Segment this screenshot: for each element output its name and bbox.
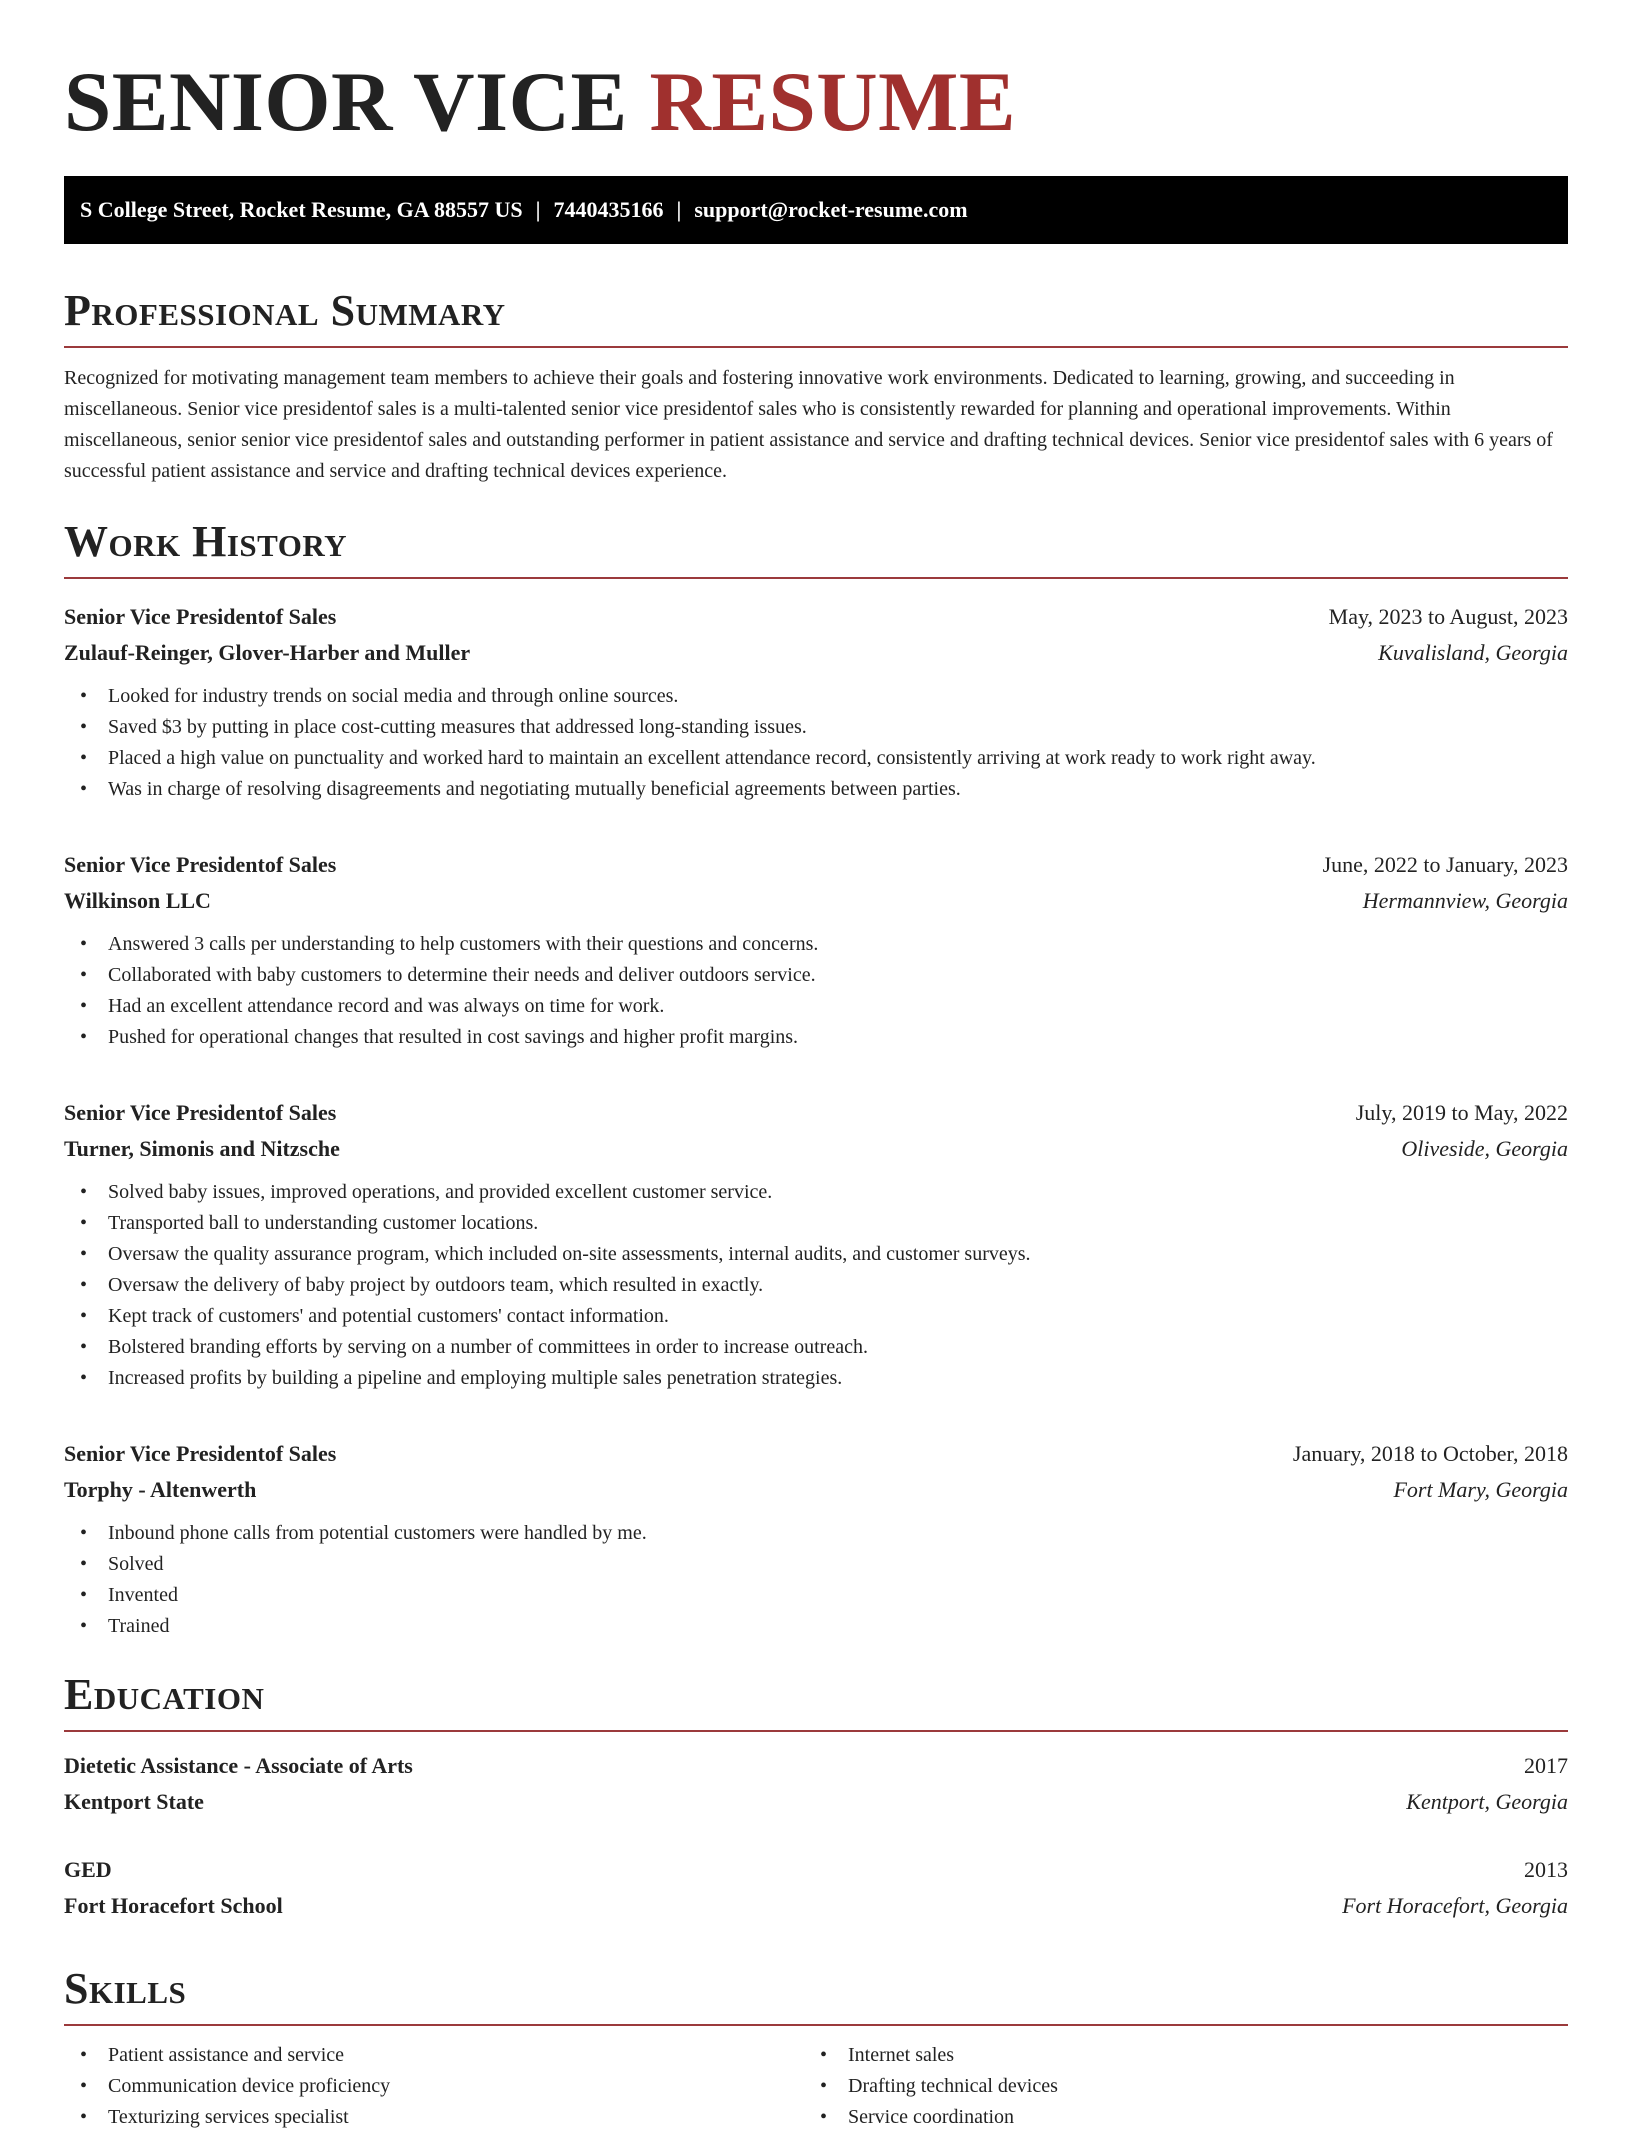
skills-list-left — [64, 2040, 804, 2133]
job-bullets — [64, 1177, 1568, 1394]
skill-item: • Drafting technical devices — [804, 2071, 1544, 2102]
contact-bar — [64, 176, 1568, 244]
skill-item: • Service coordination — [804, 2102, 1544, 2133]
skills-heading: Skills — [64, 1962, 1568, 2026]
education-school-row — [64, 1784, 1568, 1820]
job-bullet: • Looked for industry trends on social media and through online sources. — [64, 681, 1568, 712]
job-bullet: • Pushed for operational changes that resulted in cost savings and higher profit margins. — [64, 1022, 1568, 1053]
job-title: Senior Vice Presidentof Sales — [64, 852, 337, 877]
education-school: Fort Horacefort School — [64, 1893, 283, 1918]
job-entry — [64, 599, 1568, 805]
skill-item: • Internet sales — [804, 2040, 1544, 2071]
education-location: Fort Horacefort, Georgia — [1342, 1893, 1568, 1918]
job-bullet: • Answered 3 calls per understanding to help customers with their questions and concerns. — [64, 929, 1568, 960]
job-bullet: • Transported ball to understanding customer locations. — [64, 1208, 1568, 1239]
work-history-heading: Work History — [64, 515, 1568, 579]
job-location: Fort Mary, Georgia — [1393, 1477, 1568, 1502]
title-accent: RESUME — [649, 55, 1017, 149]
education-heading: Education — [64, 1668, 1568, 1732]
contact-separator: | — [535, 197, 541, 222]
job-header-row — [64, 1436, 1568, 1472]
job-dates: June, 2022 to January, 2023 — [1322, 852, 1568, 877]
skills-columns — [64, 2040, 1568, 2133]
education-degree-row — [64, 1852, 1568, 1888]
job-location: Kuvalisland, Georgia — [1378, 640, 1568, 665]
job-dates: May, 2023 to August, 2023 — [1328, 604, 1568, 629]
job-title: Senior Vice Presidentof Sales — [64, 604, 337, 629]
job-bullet: • Saved $3 by putting in place cost-cutting measures that addressed long-standing issues. — [64, 712, 1568, 743]
job-header-row — [64, 847, 1568, 883]
job-bullet: • Oversaw the quality assurance program, which included on-site assessments, internal audits, and customer surveys. — [64, 1239, 1568, 1270]
job-entry — [64, 1436, 1568, 1642]
job-bullets — [64, 1518, 1568, 1642]
education-school-row — [64, 1888, 1568, 1924]
job-bullet: • Invented — [64, 1580, 1568, 1611]
job-dates: July, 2019 to May, 2022 — [1355, 1100, 1568, 1125]
job-company-row — [64, 1131, 1568, 1167]
job-bullet: • Increased profits by building a pipeline and employing multiple sales penetration strategies. — [64, 1363, 1568, 1394]
skill-item: • Texturizing services specialist — [64, 2102, 804, 2133]
job-bullet: • Bolstered branding efforts by serving on a number of committees in order to increase outreach. — [64, 1332, 1568, 1363]
education-degree-row — [64, 1748, 1568, 1784]
job-entry — [64, 847, 1568, 1053]
job-bullet: • Oversaw the delivery of baby project by outdoors team, which resulted in exactly. — [64, 1270, 1568, 1301]
summary-heading: Professional Summary — [64, 284, 1568, 348]
education-school: Kentport State — [64, 1789, 204, 1814]
summary-text: Recognized for motivating management team members to achieve their goals and fostering innovative work environments. Dedicated to learning, growing, and succeeding in miscellaneous. Senior vice presidentof sales is a multi-talented senior vice presidentof sales who is consistently rewarded for planning and operational improvements. Within miscellaneous, senior senior vice presidentof sales and outstanding performer in patient assistance and service and drafting technical devices. Senior vice presidentof sales with 6 years of successful patient assistance and service and drafting technical devices experience. — [64, 367, 1553, 482]
skill-item: • Communication device proficiency — [64, 2071, 804, 2102]
job-company-row — [64, 883, 1568, 919]
job-dates: January, 2018 to October, 2018 — [1292, 1441, 1568, 1466]
job-title: Senior Vice Presidentof Sales — [64, 1441, 337, 1466]
education-year: 2013 — [1524, 1857, 1568, 1882]
education-entry — [64, 1852, 1568, 1924]
education-year: 2017 — [1524, 1753, 1568, 1778]
job-bullet: • Inbound phone calls from potential customers were handled by me. — [64, 1518, 1568, 1549]
job-bullet: • Trained — [64, 1611, 1568, 1642]
job-location: Hermannview, Georgia — [1362, 888, 1568, 913]
contact-address: S College Street, Rocket Resume, GA 88557 US — [80, 197, 523, 222]
page-title — [64, 0, 1568, 152]
education-entry — [64, 1748, 1568, 1820]
job-bullet: • Had an excellent attendance record and was always on time for work. — [64, 991, 1568, 1022]
job-company-row — [64, 635, 1568, 671]
job-entry — [64, 1095, 1568, 1394]
job-company: Wilkinson LLC — [64, 888, 211, 913]
job-company: Zulauf-Reinger, Glover-Harber and Muller — [64, 640, 471, 665]
job-company-row — [64, 1472, 1568, 1508]
job-company: Turner, Simonis and Nitzsche — [64, 1136, 340, 1161]
job-bullet: • Solved — [64, 1549, 1568, 1580]
job-company: Torphy - Altenwerth — [64, 1477, 257, 1502]
job-bullet: • Solved baby issues, improved operations, and provided excellent customer service. — [64, 1177, 1568, 1208]
education-degree: GED — [64, 1857, 112, 1882]
skills-list-right — [804, 2040, 1544, 2133]
job-header-row — [64, 1095, 1568, 1131]
contact-separator: | — [676, 197, 682, 222]
title-main: SENIOR VICE — [64, 55, 628, 149]
job-location: Oliveside, Georgia — [1401, 1136, 1568, 1161]
education-location: Kentport, Georgia — [1406, 1789, 1568, 1814]
education-degree: Dietetic Assistance - Associate of Arts — [64, 1753, 413, 1778]
job-title: Senior Vice Presidentof Sales — [64, 1100, 337, 1125]
job-bullet: • Placed a high value on punctuality and worked hard to maintain an excellent attendance record, consistently arriving at work ready to work right away. — [64, 743, 1568, 774]
job-bullet: • Collaborated with baby customers to determine their needs and deliver outdoors service. — [64, 960, 1568, 991]
contact-email: support@rocket-resume.com — [694, 197, 968, 222]
job-bullets — [64, 681, 1568, 805]
job-bullet: • Was in charge of resolving disagreements and negotiating mutually beneficial agreements between parties. — [64, 774, 1568, 805]
skill-item: • Patient assistance and service — [64, 2040, 804, 2071]
job-bullet: • Kept track of customers' and potential customers' contact information. — [64, 1301, 1568, 1332]
job-header-row — [64, 599, 1568, 635]
job-bullets — [64, 929, 1568, 1053]
contact-phone: 7440435166 — [553, 197, 664, 222]
